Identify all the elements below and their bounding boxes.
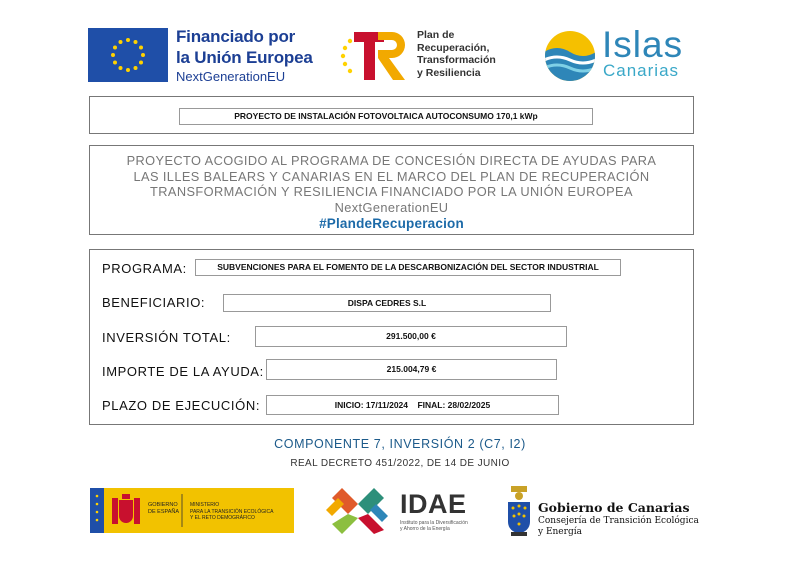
idae-logo-icon	[324, 484, 396, 536]
hashtag: #PlandeRecuperacion	[319, 216, 464, 231]
canarias-crest-icon	[505, 484, 533, 538]
inversion-label: INVERSIÓN TOTAL:	[102, 330, 231, 345]
plazo-value	[266, 395, 559, 415]
project-title-box	[89, 96, 694, 134]
idae-title: IDAE	[400, 489, 467, 519]
ministerio-line2: PARA LA TRANSICIÓN ECOLÓGICA	[190, 508, 274, 515]
gobierno-line2: DE ESPAÑA	[148, 509, 180, 515]
consejeria-line1: Consejería de Transición Ecológica	[538, 516, 699, 526]
importe-value: 215.004,79 €	[266, 359, 557, 380]
prtr-line2: Recuperación,	[417, 41, 490, 54]
prtr-line4: y Resiliencia	[417, 66, 481, 79]
gobierno-canarias-title: Gobierno de Canarias	[538, 500, 690, 515]
notice-line4: NextGenerationEU	[334, 199, 449, 215]
prtr-text	[417, 29, 527, 79]
plazo-label: PLAZO DE EJECUCIÓN:	[102, 398, 261, 413]
program-notice-text	[90, 146, 693, 215]
eu-funding-label	[176, 26, 316, 86]
notice-line2: LAS ILLES BALEARS Y CANARIAS EN EL MARCO DEL PLAN DE RECUPERACIÓN	[133, 168, 650, 184]
program-notice-box	[89, 145, 694, 235]
project-title: PROYECTO DE INSTALACIÓN FOTOVOLTAICA AUTOCONSUMO 170,1 kWp	[179, 108, 593, 125]
notice-line3: TRANSFORMACIÓN Y RESILIENCIA FINANCIADO POR LA UNIÓN EUROPEA	[150, 184, 633, 199]
idae-subtitle	[400, 520, 480, 532]
ministerio-line1: MINISTERIO	[190, 502, 220, 508]
gobierno-espana-logo	[90, 488, 294, 533]
notice-line1: PROYECTO ACOGIDO AL PROGRAMA DE CONCESIÓN DIRECTA DE AYUDAS PARA	[126, 153, 657, 168]
beneficiario-value: DISPA CEDRES S.L	[223, 294, 551, 312]
componente-text: COMPONENTE 7, INVERSIÓN 2 (C7, I2)	[274, 437, 526, 451]
ministerio-line3: Y EL RETO DEMOGRÁFICO	[190, 515, 255, 521]
inversion-value: 291.500,00 €	[255, 326, 567, 347]
prtr-line1: Plan de	[417, 29, 455, 41]
eu-line2: la Unión Europea	[176, 48, 313, 67]
consejeria-line2: y Energía	[538, 527, 582, 537]
islas-text: Islas	[602, 24, 684, 65]
programa-label: PROGRAMA:	[102, 261, 187, 276]
islas-canarias-logo-icon	[544, 30, 596, 82]
eu-flag-icon	[88, 28, 168, 82]
importe-label: IMPORTE DE LA AYUDA:	[102, 364, 264, 379]
eu-line1: Financiado por	[176, 27, 296, 46]
plazo-inicio: INICIO: 17/11/2024	[334, 400, 409, 410]
idae-sub2: y Ahorro de la Energía	[400, 526, 450, 532]
eu-line3: NextGenerationEU	[176, 69, 286, 84]
gobierno-line1: GOBIERNO	[148, 502, 178, 508]
canarias-text: Canarias	[603, 61, 680, 80]
prtr-logo-icon	[338, 28, 410, 84]
consejeria-text	[538, 516, 708, 538]
plazo-final: FINAL: 28/02/2025	[417, 400, 491, 410]
beneficiario-label: BENEFICIARIO:	[102, 295, 206, 310]
project-details-box	[89, 249, 694, 425]
programa-value: SUBVENCIONES PARA EL FOMENTO DE LA DESCARBONIZACIÓN DEL SECTOR INDUSTRIAL	[195, 259, 621, 276]
idae-sub1: Instituto para la Diversificación	[400, 520, 468, 526]
prtr-line3: Transformación	[417, 54, 496, 66]
real-decreto-text: REAL DECRETO 451/2022, DE 14 DE JUNIO	[290, 458, 510, 469]
